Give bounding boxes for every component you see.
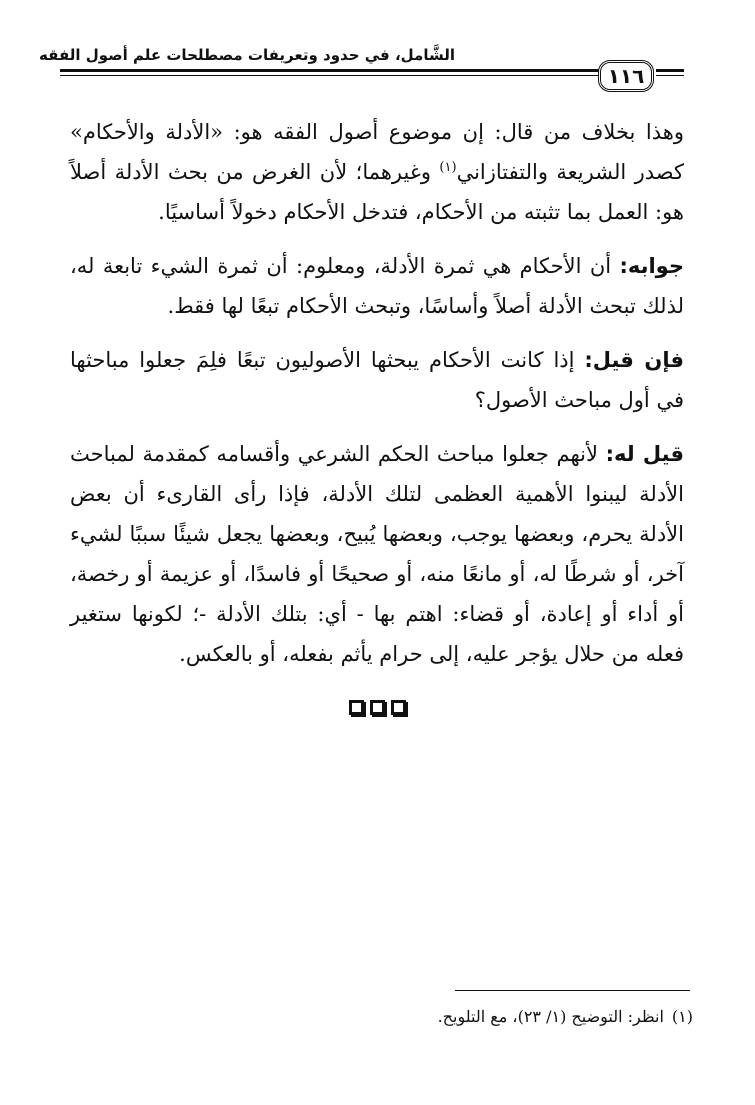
paragraph-1: [70, 112, 684, 232]
section-end-ornament: [0, 700, 755, 715]
ornament-square-icon: [349, 700, 364, 715]
running-title: الشَّامل، في حدود وتعريفات مصطلحات علم أصول الفقه: [39, 46, 455, 64]
paragraph-3-text: إذا كانت الأحكام يبحثها الأصوليون تبعًا فلِمَ جعلوا مباحثها في أول مباحث الأصول؟: [70, 348, 684, 412]
header-rule: [60, 69, 600, 72]
paragraph-1-text-a: وهذا بخلاف من قال: إن موضوع أصول الفقه هو: «الأدلة والأحكام» كصدر الشريعة والتفتازاني: [70, 120, 684, 184]
header-rule-right: [656, 69, 684, 72]
footnote-marker: (١): [671, 1007, 693, 1026]
header-rule-right-thin: [656, 75, 684, 76]
ornament-square-icon: [370, 700, 385, 715]
paragraph-2-lead: جوابه:: [619, 254, 684, 278]
ornament-square-icon: [391, 700, 406, 715]
paragraph-3-lead: فإن قيل:: [584, 348, 684, 372]
paragraph-1-text-b: وغيرهما؛ لأن الغرض من بحث الأدلة أصلاً هو: العمل بما تثبته من الأحكام، فتدخل الأحكام دخولاً أساسيًا.: [70, 160, 684, 224]
paragraph-2-text: أن الأحكام هي ثمرة الأدلة، ومعلوم: أن ثمرة الشيء تابعة له، لذلك تبحث الأدلة أصلاً وأساسًا، وتبحث الأحكام تبعًا لها فقط.: [70, 254, 684, 318]
footnote: [193, 1004, 693, 1030]
paragraph-2: [70, 246, 684, 326]
footnote-text: انظر: التوضيح (١/ ٢٣)، مع التلويح.: [437, 1007, 664, 1026]
footnote-separator: [455, 990, 690, 991]
footnote-reference[interactable]: (١): [439, 160, 457, 175]
paragraph-4-text: لأنهم جعلوا مباحث الحكم الشرعي وأقسامه كمقدمة لمباحث الأدلة ليبنوا الأهمية العظمى لتلك الأدلة، فإذا رأى القارىء أن بعض الأدلة يحرم، وبعضها يوجب، وبعضها يُبيح، وبعضها يجعل شيئًا سببًا لشيء آخر، أو شرطًا له، أو مانعًا منه، أو صحيحًا أو فاسدًا، أو عزيمة أو رخصة، أو أداء أو إعادة، أو قضاء: اهتم بها - أي: بتلك الأدلة -؛ لكونها ستغير فعله من حلال يؤجر عليه، إلى حرام يأثم بفعله، أو بالعكس.: [70, 442, 684, 666]
page-number: ١١٦: [598, 60, 654, 92]
paragraph-4: [70, 434, 684, 674]
header-rule-thin: [60, 75, 600, 76]
paragraph-3: [70, 340, 684, 420]
paragraph-4-lead: قيل له:: [605, 442, 684, 466]
main-text: [70, 112, 684, 688]
